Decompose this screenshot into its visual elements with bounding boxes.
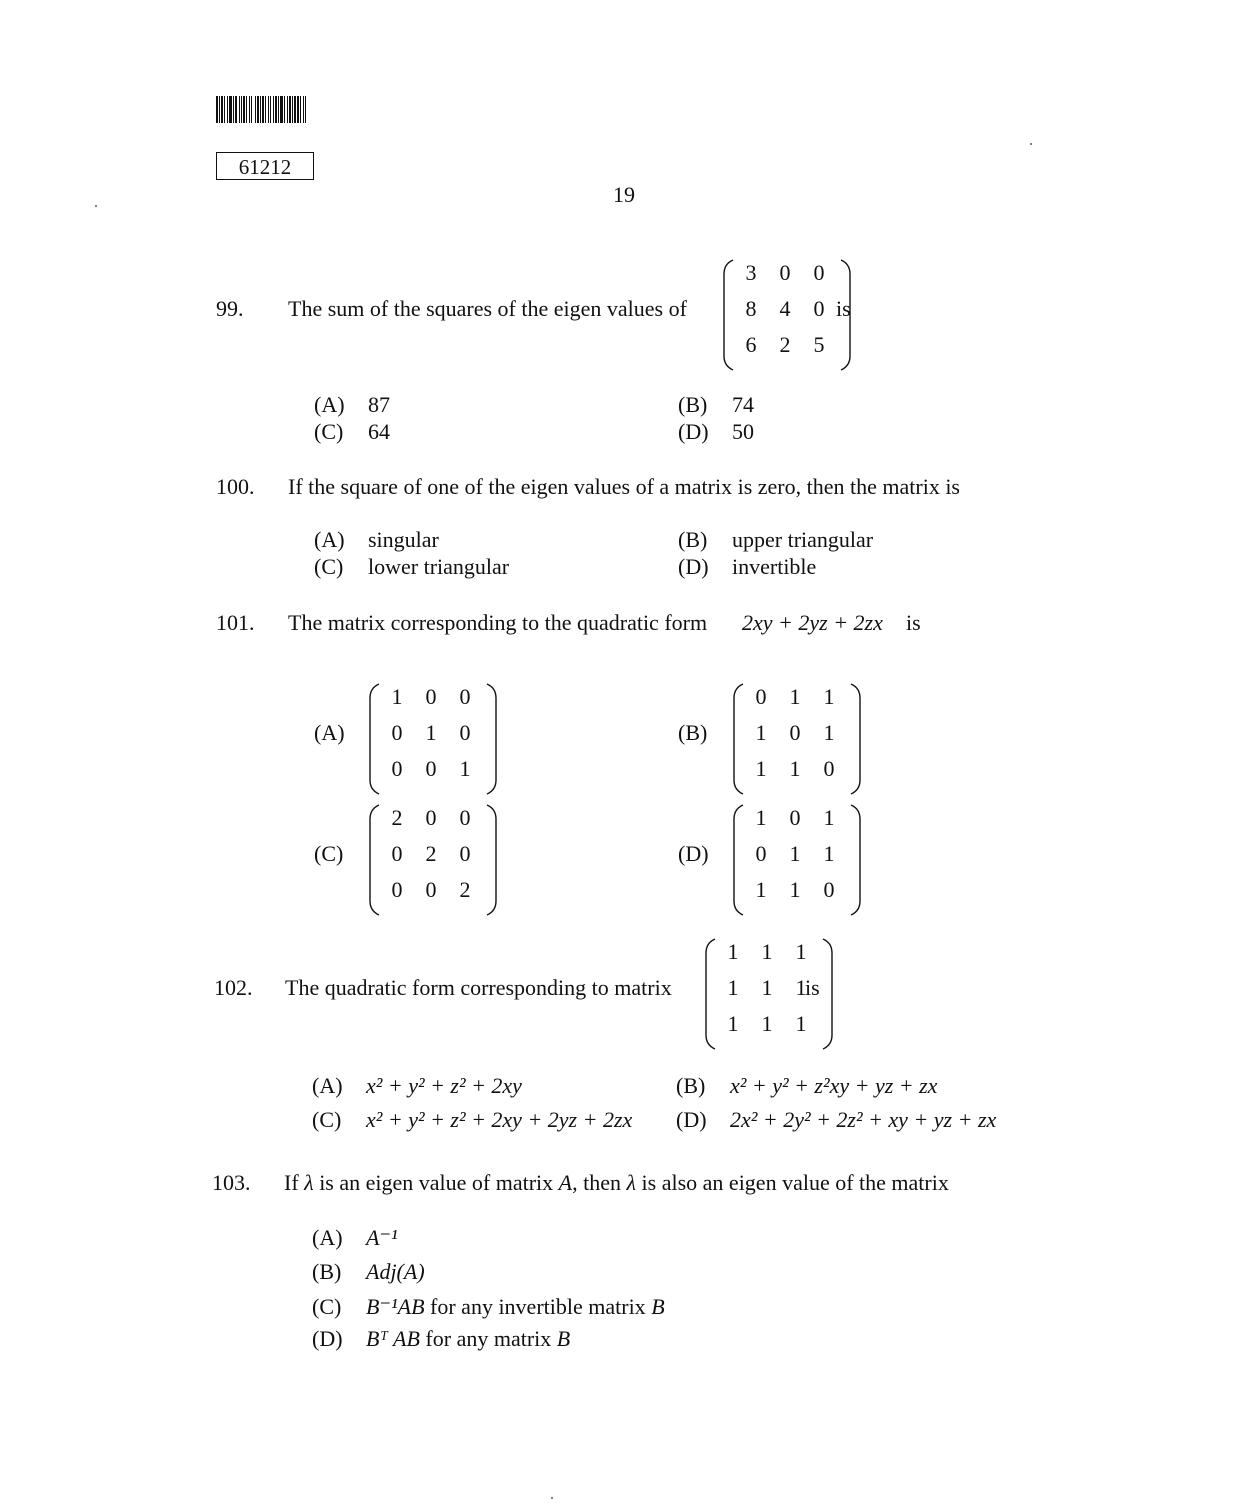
matrix-entry: 1 (755, 720, 767, 745)
option-b[interactable]: (B) upper triangular (678, 527, 874, 552)
matrix-entry: 1 (727, 975, 739, 1000)
question-text: The quadratic form corresponding to matrix (285, 975, 672, 1000)
matrix-entry: 1 (755, 877, 767, 902)
page-number: 19 (613, 182, 635, 207)
matrix-entry: 1 (789, 684, 801, 709)
option-c[interactable]: (C) B⁻¹AB for any invertible matrix B (312, 1294, 665, 1319)
scan-speck (551, 1497, 553, 1499)
left-paren (734, 805, 743, 915)
matrix-entry: 0 (391, 877, 403, 902)
option-b-matrix[interactable] (732, 682, 862, 796)
option-a[interactable]: (A) singular (314, 527, 439, 552)
matrix-entry: 0 (459, 684, 471, 709)
question-text: The sum of the squares of the eigen values of (288, 296, 687, 321)
matrix-entry: 1 (823, 805, 835, 830)
scan-speck (95, 205, 97, 207)
question-suffix: is (906, 610, 921, 635)
matrix-entry: 1 (755, 756, 767, 781)
left-paren (370, 684, 379, 794)
matrix-entry: 1 (795, 975, 807, 1000)
matrix-entry: 1 (823, 720, 835, 745)
option-a-label[interactable]: (A) (314, 720, 345, 745)
option-d[interactable]: (D) Bᵀ AB for any matrix B (312, 1326, 571, 1351)
question-matrix (722, 258, 852, 372)
option-d[interactable]: (D) invertible (678, 554, 817, 579)
question-number: 100. (216, 474, 255, 499)
matrix-entry: 0 (459, 720, 471, 745)
matrix-entry: 2 (391, 805, 403, 830)
matrix-entry: 1 (789, 841, 801, 866)
matrix-entry: 1 (789, 877, 801, 902)
matrix-entry: 0 (813, 260, 825, 285)
right-paren (487, 805, 496, 915)
matrix-entry: 1 (727, 1011, 739, 1036)
matrix-entry: 6 (745, 332, 757, 357)
matrix-entry: 0 (789, 805, 801, 830)
matrix-entry: 2 (779, 332, 791, 357)
matrix-entry: 5 (813, 332, 825, 357)
question-suffix: is (805, 975, 820, 1000)
option-d[interactable]: (D) 2x² + 2y² + 2z² + xy + yz + zx (676, 1107, 997, 1132)
left-paren (370, 805, 379, 915)
matrix-entry: 0 (425, 756, 437, 781)
option-c[interactable]: (C) 64 (314, 419, 390, 444)
option-c[interactable]: (C) x² + y² + z² + 2xy + 2yz + 2zx (312, 1107, 633, 1132)
left-paren (734, 684, 743, 794)
option-b-label[interactable]: (B) (678, 720, 708, 745)
matrix-entry: 0 (425, 805, 437, 830)
right-paren (487, 684, 496, 794)
matrix-entry: 0 (425, 684, 437, 709)
matrix-entry: 1 (425, 720, 437, 745)
matrix-entry: 0 (813, 296, 825, 321)
matrix-entry: 0 (459, 805, 471, 830)
option-b[interactable]: (B) 74 (678, 392, 754, 417)
matrix-entry: 1 (727, 939, 739, 964)
scan-speck (1030, 143, 1032, 145)
matrix-entry: 0 (823, 756, 835, 781)
matrix-entry: 0 (789, 720, 801, 745)
question-suffix: is (836, 296, 851, 321)
matrix-entry: 1 (761, 1011, 773, 1036)
matrix-entry: 1 (823, 841, 835, 866)
option-d-label[interactable]: (D) (678, 841, 709, 866)
left-paren (706, 939, 715, 1049)
barcode-bar (306, 96, 308, 123)
matrix-entry: 1 (823, 684, 835, 709)
question-text: The matrix corresponding to the quadratic form (288, 610, 708, 635)
option-c-label[interactable]: (C) (314, 841, 344, 866)
option-a[interactable]: (A) A⁻¹ (312, 1225, 398, 1250)
question-text: If the square of one of the eigen values of a matrix is zero, then the matrix is (288, 474, 960, 499)
question-number: 101. (216, 610, 255, 635)
matrix-entry: 0 (391, 841, 403, 866)
option-c[interactable]: (C) lower triangular (314, 554, 510, 579)
matrix-entry: 0 (779, 260, 791, 285)
option-b[interactable]: (B) x² + y² + z²xy + yz + zx (676, 1073, 938, 1098)
option-a[interactable]: (A) x² + y² + z² + 2xy (312, 1073, 522, 1098)
question-number: 99. (216, 296, 244, 321)
matrix-entry: 4 (779, 296, 791, 321)
matrix-entry: 3 (745, 260, 757, 285)
matrix-entry: 1 (795, 939, 807, 964)
option-b[interactable]: (B) Adj(A) (312, 1259, 425, 1284)
option-c-matrix[interactable] (368, 803, 498, 917)
question-number: 103. (212, 1170, 251, 1195)
option-a[interactable]: (A) 87 (314, 392, 390, 417)
matrix-entry: 0 (755, 684, 767, 709)
right-paren (823, 939, 832, 1049)
option-d-matrix[interactable] (732, 803, 862, 917)
barcode (216, 96, 373, 123)
question-number: 102. (214, 975, 253, 1000)
matrix-entry: 1 (755, 805, 767, 830)
question-paper-code: 61212 (216, 152, 314, 180)
matrix-entry: 1 (459, 756, 471, 781)
matrix-entry: 8 (745, 296, 757, 321)
matrix-entry: 0 (755, 841, 767, 866)
matrix-entry: 1 (761, 975, 773, 1000)
question-text: If λ is an eigen value of matrix A, then λ is also an eigen value of the matrix (284, 1170, 949, 1195)
quadratic-form: 2xy + 2yz + 2zx (742, 610, 883, 635)
right-paren (851, 684, 860, 794)
matrix-entry: 0 (823, 877, 835, 902)
matrix-entry: 1 (795, 1011, 807, 1036)
option-a-matrix[interactable] (368, 682, 498, 796)
matrix-entry: 1 (761, 939, 773, 964)
matrix-entry: 1 (789, 756, 801, 781)
right-paren (851, 805, 860, 915)
left-paren (724, 260, 733, 370)
matrix-entry: 1 (391, 684, 403, 709)
matrix-entry: 2 (425, 841, 437, 866)
option-d[interactable]: (D) 50 (678, 419, 754, 444)
matrix-entry: 2 (459, 877, 471, 902)
matrix-entry: 0 (391, 720, 403, 745)
matrix-entry: 0 (391, 756, 403, 781)
matrix-entry: 0 (425, 877, 437, 902)
matrix-entry: 0 (459, 841, 471, 866)
